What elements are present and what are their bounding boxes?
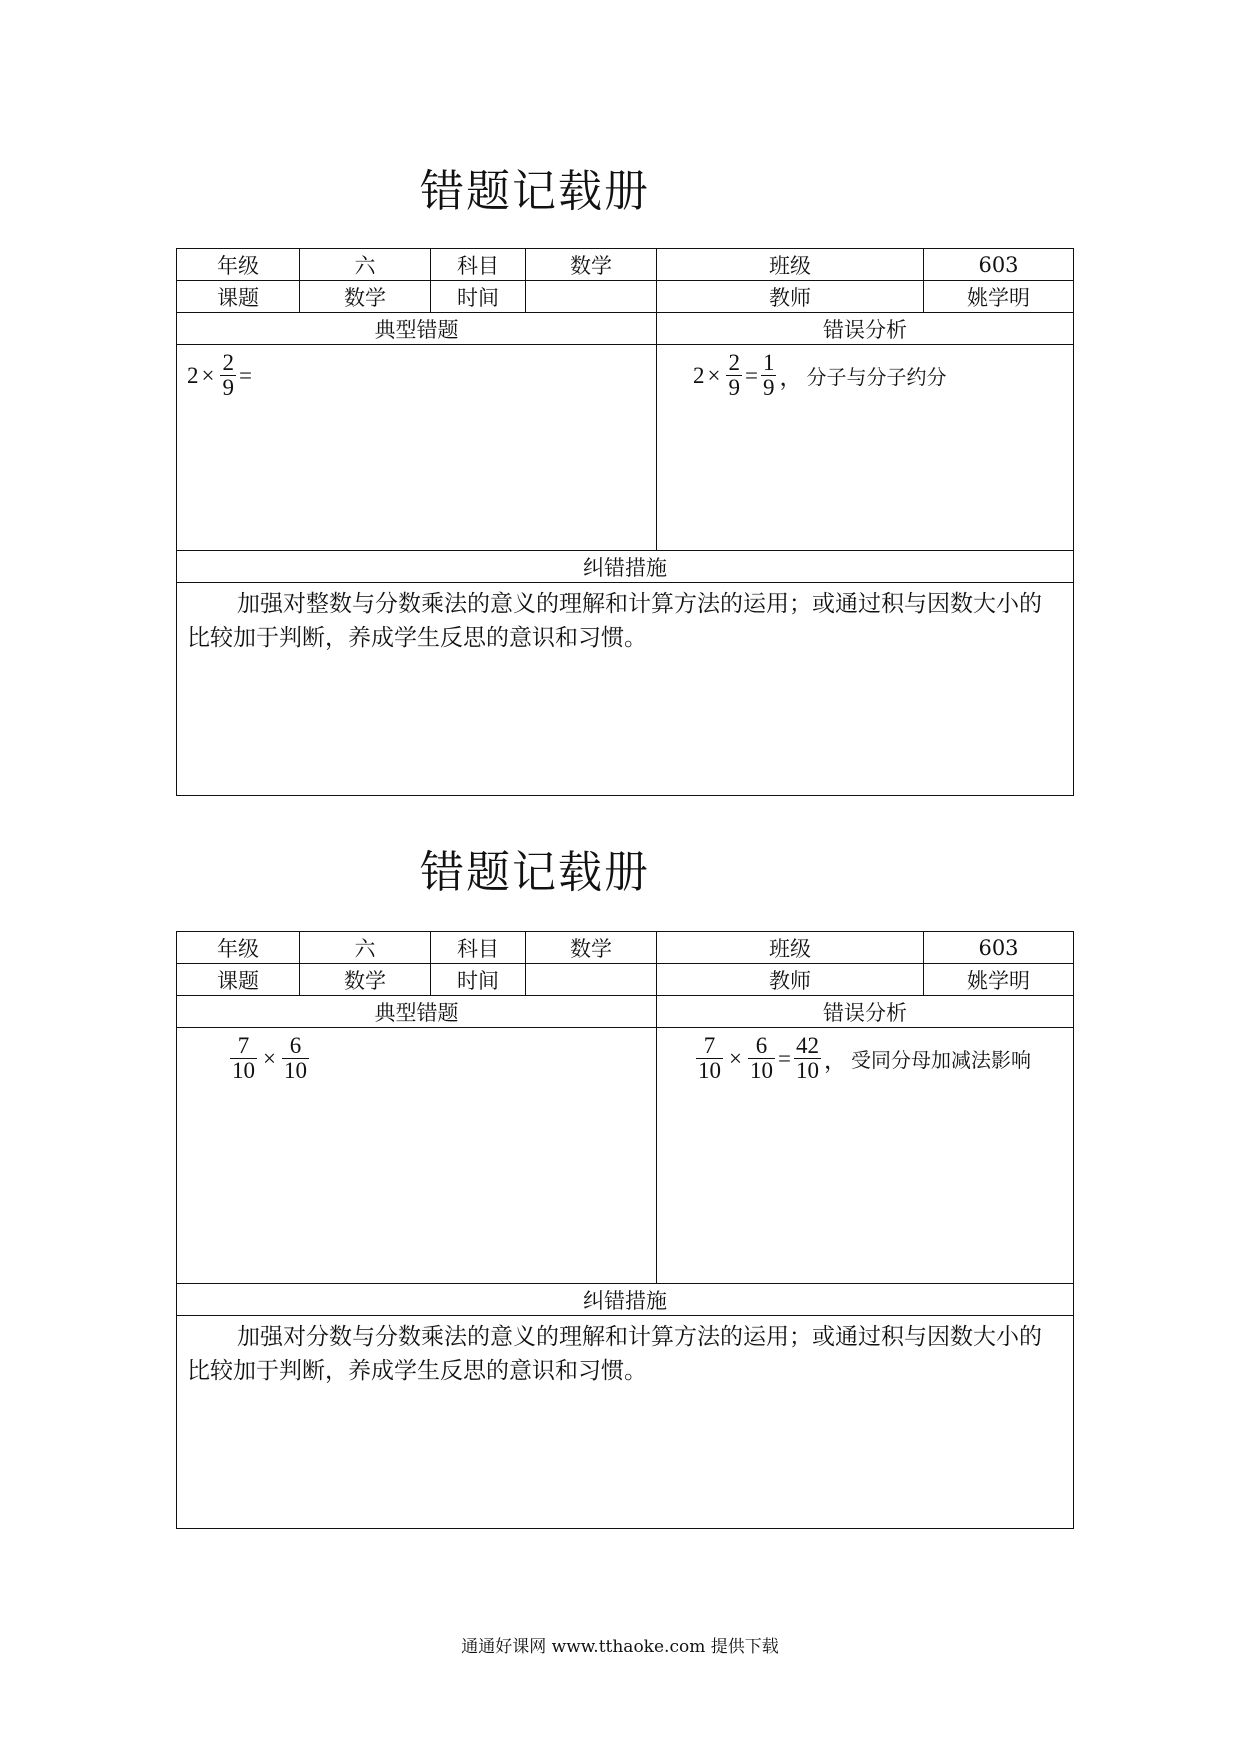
class-label: 班级 — [657, 932, 924, 964]
problem-expression — [187, 351, 252, 400]
topic-label: 课题 — [177, 281, 300, 313]
denominator: 9 — [728, 375, 740, 400]
error-record-table — [176, 248, 1074, 796]
numerator: 2 — [222, 350, 234, 375]
equals-sign: = — [744, 362, 758, 388]
fraction — [282, 1034, 309, 1083]
subject-value: 数学 — [526, 249, 657, 281]
numerator: 42 — [795, 1033, 819, 1058]
problem-expression — [227, 1034, 312, 1083]
teacher-value: 姚学明 — [924, 964, 1074, 996]
denominator: 10 — [749, 1058, 773, 1083]
times-sign: × — [263, 1045, 276, 1071]
subject-label: 科目 — [431, 932, 526, 964]
fraction — [696, 1034, 723, 1083]
fraction — [230, 1034, 257, 1083]
subject-value: 数学 — [526, 932, 657, 964]
correction-header: 纠错措施 — [177, 1284, 1074, 1316]
typical-error-header: 典型错题 — [177, 996, 657, 1028]
grade-label: 年级 — [177, 249, 300, 281]
error-analysis-cell — [657, 1028, 1074, 1284]
time-value — [526, 964, 657, 996]
fraction — [220, 351, 236, 400]
comma: ， — [823, 1048, 847, 1073]
denominator: 10 — [698, 1058, 721, 1083]
time-value — [526, 281, 657, 313]
equals-sign: = — [777, 1045, 791, 1071]
error-analysis-header: 错误分析 — [657, 313, 1074, 345]
teacher-value: 姚学明 — [924, 281, 1074, 313]
topic-label: 课题 — [177, 964, 300, 996]
denominator: 9 — [222, 375, 234, 400]
analysis-expression — [693, 351, 946, 400]
correction-header: 纠错措施 — [177, 551, 1074, 583]
analysis-expression — [693, 1034, 1031, 1083]
denominator: 10 — [232, 1058, 255, 1083]
grade-label: 年级 — [177, 932, 300, 964]
times-sign: × — [707, 362, 721, 388]
numerator: 7 — [703, 1033, 716, 1058]
error-record-table — [176, 931, 1074, 1529]
fraction — [761, 351, 777, 400]
fraction — [794, 1034, 821, 1083]
teacher-label: 教师 — [657, 281, 924, 313]
denominator: 9 — [762, 375, 775, 400]
numerator: 6 — [755, 1033, 768, 1058]
denominator: 10 — [795, 1058, 819, 1083]
analysis-note: 受同分母加减法影响 — [850, 1048, 1031, 1072]
subject-label: 科目 — [431, 249, 526, 281]
error-analysis-cell — [657, 345, 1074, 551]
correction-cell — [177, 583, 1074, 796]
numerator: 6 — [289, 1033, 302, 1058]
analysis-note: 分子与分子约分 — [806, 365, 947, 389]
numerator: 7 — [237, 1033, 250, 1058]
class-label: 班级 — [657, 249, 924, 281]
correction-text: 加强对整数与分数乘法的意义的理解和计算方法的运用；或通过积与因数大小的比较加于判断，养成学生反思的意识和习惯。 — [187, 591, 1042, 651]
typical-error-cell — [177, 1028, 657, 1284]
grade-value: 六 — [300, 249, 431, 281]
grade-value: 六 — [300, 932, 431, 964]
topic-value: 数学 — [300, 964, 431, 996]
times-sign: × — [201, 362, 215, 388]
times-sign: × — [729, 1045, 742, 1071]
topic-value: 数学 — [300, 281, 431, 313]
class-value: 603 — [924, 249, 1074, 281]
denominator: 10 — [283, 1058, 307, 1083]
correction-text: 加强对分数与分数乘法的意义的理解和计算方法的运用；或通过积与因数大小的比较加于判断，养成学生反思的意识和习惯。 — [187, 1324, 1042, 1384]
typical-error-header: 典型错题 — [177, 313, 657, 345]
teacher-label: 教师 — [657, 964, 924, 996]
numerator: 2 — [728, 350, 740, 375]
fraction — [726, 351, 742, 400]
correction-cell — [177, 1316, 1074, 1529]
comma: ， — [779, 365, 803, 390]
whole-number: 2 — [693, 362, 705, 388]
time-label: 时间 — [431, 281, 526, 313]
numerator: 1 — [762, 350, 775, 375]
footer-source: 通通好课网 www.tthaoke.com 提供下载 — [461, 1637, 779, 1657]
equals-sign: = — [238, 362, 252, 388]
fraction — [748, 1034, 775, 1083]
typical-error-cell — [177, 345, 657, 551]
sheet-title: 错题记载册 — [420, 847, 650, 898]
sheet-title: 错题记载册 — [420, 166, 650, 217]
class-value: 603 — [924, 932, 1074, 964]
whole-number: 2 — [187, 362, 199, 388]
error-analysis-header: 错误分析 — [657, 996, 1074, 1028]
time-label: 时间 — [431, 964, 526, 996]
